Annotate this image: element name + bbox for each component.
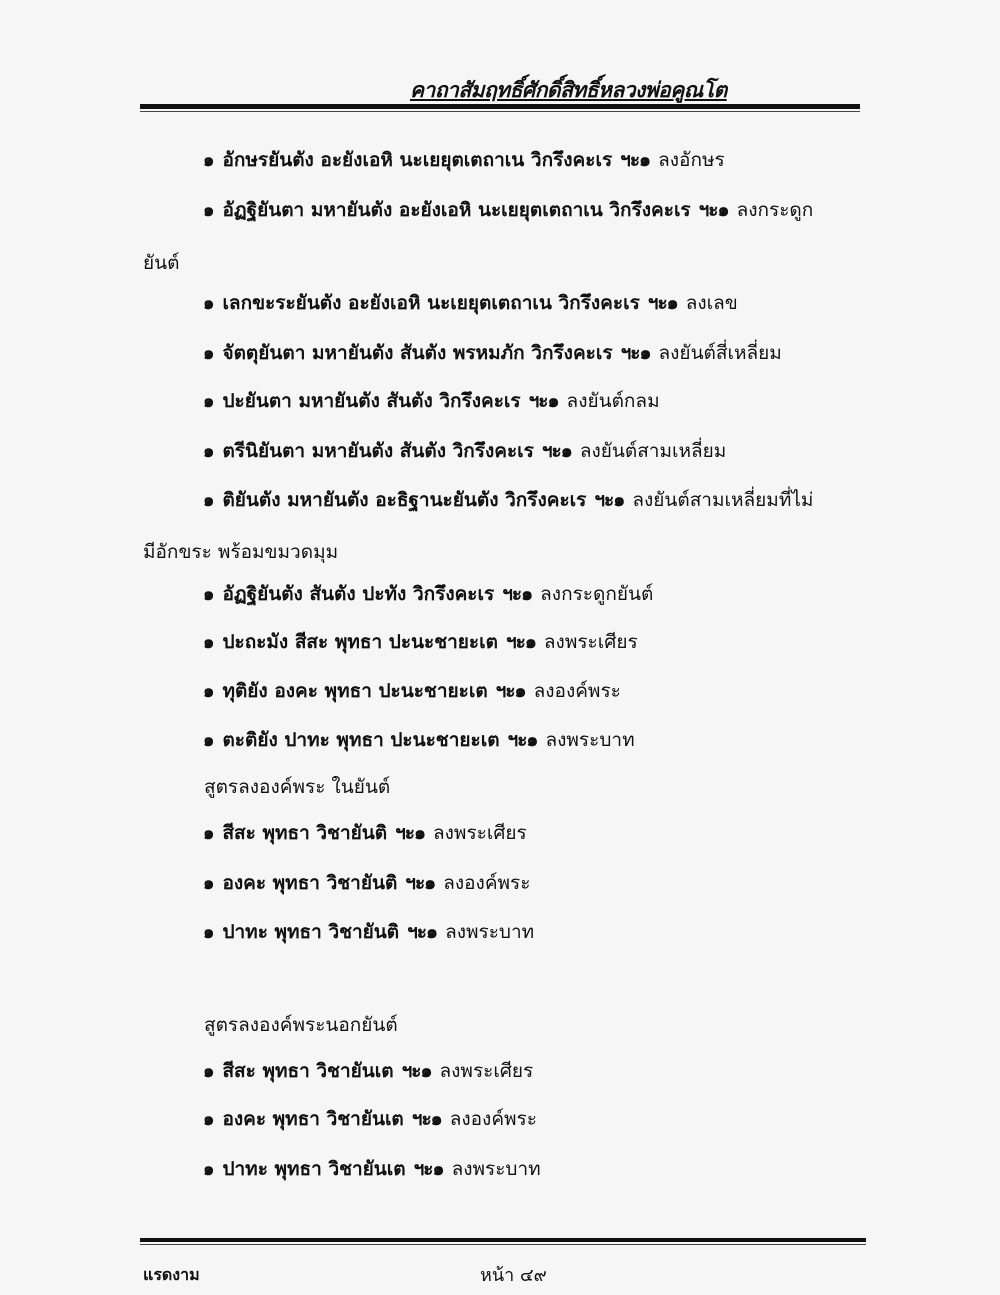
chant-gloss: ลงกระดูก [736,199,814,221]
chant-gloss: ลงกระดูกยันต์ [540,583,654,605]
chant-text: ติยันตัง มหายันตัง อะธิฐานะยันตัง วิกรึงคะเร [222,489,587,511]
page-header-title: คาถาสัมฤทธิ์ศักดิ์สิทธิ์หลวงพ่อคูณโต [410,77,727,102]
footer-rule [140,1238,866,1242]
section-heading-in-yantra: สูตรลงองค์พระ ในยันต์ [204,776,391,798]
chant-line-8 [203,577,653,611]
chant-text: ปาทะ พุทธา วิชายันติ [222,921,400,943]
chant-text: เลกขะระยันตัง อะยังเอหิ นะเยยุตเตถาเน วิกรึงคะเร [222,292,640,314]
chant-gloss: ลงยันต์กลม [566,390,660,412]
chant-text: ทุติยัง องคะ พุทธา ปะนะชายะเต [222,680,488,702]
chant-line-1 [203,143,725,177]
chant-gloss: ลงองค์พระ [443,872,531,894]
chant-mark: ฯะ๑ [411,1108,442,1130]
chant-mark: ฯะ๑ [620,342,651,364]
section2-line-1 [203,1054,533,1088]
chant-line-2-continuation: ยันต์ [143,252,180,274]
om-symbol: ๑ [203,293,215,314]
om-symbol: ๑ [203,391,215,412]
chant-text: องคะ พุทธา วิชายันติ [222,872,398,894]
chant-gloss: ลงยันต์สามเหลี่ยม [579,440,727,462]
chant-line-7 [203,483,813,517]
header-rule-thin [140,111,860,112]
chant-text: องคะ พุทธา วิชายันเต [222,1108,404,1130]
chant-mark: ฯะ๑ [395,822,426,844]
om-symbol: ๑ [203,1109,215,1130]
section1-line-2 [203,866,530,900]
om-symbol: ๑ [203,632,215,653]
chant-mark: ฯะ๑ [620,149,651,171]
chant-line-5 [203,384,660,418]
chant-mark: ฯะ๑ [502,583,533,605]
page-number: หน้า ๔๙ [480,1265,547,1286]
chant-line-9 [203,625,638,659]
om-symbol: ๑ [203,441,215,462]
om-symbol: ๑ [203,681,215,702]
chant-line-11 [203,723,635,757]
chant-gloss: ลงองค์พระ [533,680,621,702]
section-heading-outside-yantra: สูตรลงองค์พระนอกยันต์ [204,1014,398,1036]
chant-gloss: ลงยันต์สี่เหลี่ยม [658,342,782,364]
chant-gloss: ลงเลข [685,292,738,314]
chant-text: อักษรยันตัง อะยังเอหิ นะเยยุตเตถาเน วิกรึงคะเร [222,149,613,171]
chant-mark: ฯะ๑ [541,440,572,462]
chant-gloss: ลงพระบาท [545,729,635,751]
chant-gloss: ลงพระเศียร [433,822,527,844]
chant-text: อัฏฐิยันตา มหายันตัง อะยังเอหิ นะเยยุตเตถาเน วิกรึงคะเร [222,199,691,221]
chant-line-10 [203,674,621,708]
chant-line-4 [203,336,782,370]
chant-text: ตรีนิยันตา มหายันตัง สันตัง วิกรึงคะเร [222,440,534,462]
chant-gloss: ลงพระบาท [451,1158,541,1180]
om-symbol: ๑ [203,823,215,844]
chant-text: อัฏฐิยันตัง สันตัง ปะทัง วิกรึงคะเร [222,583,495,605]
chant-text: ปะยันตา มหายันตัง สันตัง วิกรึงคะเร [222,390,521,412]
header-rule [140,104,860,109]
chant-mark: ฯะ๑ [594,489,625,511]
chant-gloss: ลงพระเศียร [543,631,638,653]
chant-text: ปาทะ พุทธา วิชายันเต [222,1158,406,1180]
om-symbol: ๑ [203,1061,215,1082]
chant-text: สีสะ พุทธา วิชายันเต [222,1060,394,1082]
chant-mark: ฯะ๑ [528,390,559,412]
section2-line-2 [203,1102,537,1136]
chant-text: ตะติยัง ปาทะ พุทธา ปะนะชายะเต [222,729,500,751]
chant-mark: ฯะ๑ [407,921,438,943]
chant-text: จัตตุยันตา มหายันตัง สันตัง พรหมภัก วิกรึงคะเร [222,342,613,364]
footer-logo: แรดงาม [143,1265,200,1284]
chant-mark: ฯะ๑ [405,872,436,894]
chant-mark: ฯะ๑ [413,1158,444,1180]
om-symbol: ๑ [203,584,215,605]
chant-line-2 [203,193,813,227]
section2-line-3 [203,1152,541,1186]
chant-text: ปะถะมัง สีสะ พุทธา ปะนะชายะเต [222,631,498,653]
chant-gloss: ลงยันต์สามเหลี่ยมที่ไม่ [632,489,814,511]
chant-gloss: ลงพระเศียร [439,1060,534,1082]
chant-gloss: ลงพระบาท [445,921,535,943]
om-symbol: ๑ [203,1159,215,1180]
section1-line-3 [203,915,534,949]
chant-mark: ฯะ๑ [698,199,729,221]
om-symbol: ๑ [203,922,215,943]
chant-line-6 [203,434,726,468]
section1-line-1 [203,816,527,850]
chant-mark: ฯะ๑ [401,1060,432,1082]
om-symbol: ๑ [203,730,215,751]
chant-gloss: ลงอักษร [658,149,725,171]
chant-line-7-continuation: มีอักขระ พร้อมขมวดมุม [143,541,339,563]
chant-gloss: ลงองค์พระ [449,1108,537,1130]
om-symbol: ๑ [203,150,215,171]
chant-line-3 [203,286,738,320]
chant-text: สีสะ พุทธา วิชายันติ [222,822,388,844]
om-symbol: ๑ [203,873,215,894]
chant-mark: ฯะ๑ [505,631,536,653]
chant-mark: ฯะ๑ [507,729,538,751]
chant-mark: ฯะ๑ [647,292,678,314]
om-symbol: ๑ [203,490,215,511]
footer-rule-thin [140,1244,866,1245]
om-symbol: ๑ [203,343,215,364]
chant-mark: ฯะ๑ [495,680,526,702]
om-symbol: ๑ [203,200,215,221]
